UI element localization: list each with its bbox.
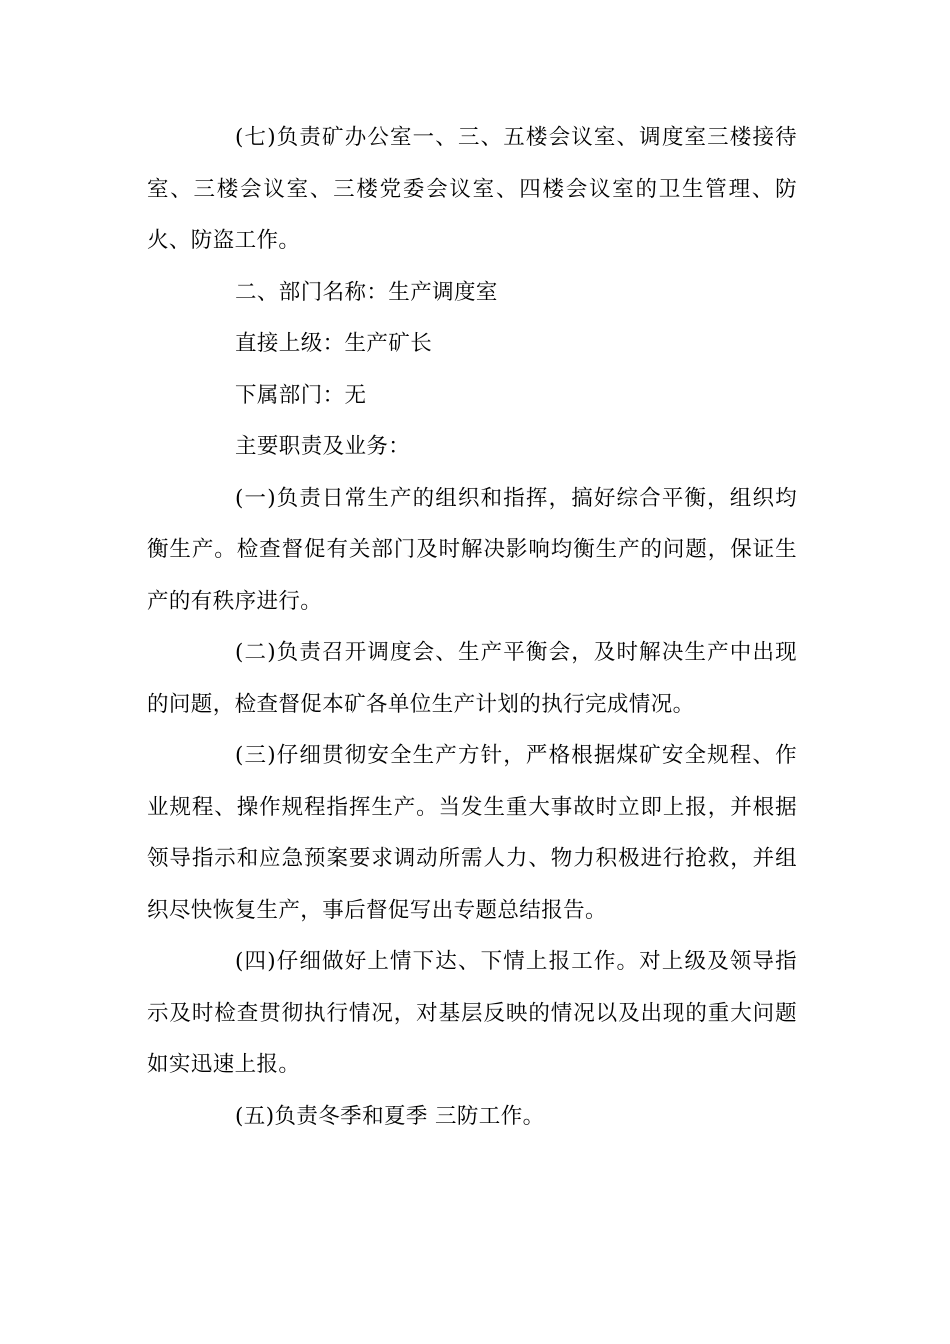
document-body	[147, 112, 797, 1142]
main-duties-heading: 主要职责及业务：	[235, 434, 411, 459]
paragraph-item-4-duties: (四)仔细做好上情下达、下情上报工作。对上级及领导指示及时检查贯彻执行情况，对基层反映的情况以及出现的重大问题如实迅速上报。	[147, 949, 797, 1077]
subordinate-departments-line: 下属部门：无	[235, 382, 367, 408]
direct-superior-line: 直接上级：生产矿长	[235, 331, 433, 356]
paragraph-item-7-duties: (七)负责矿办公室一、三、五楼会议室、调度室三楼接待室、三楼会议室、三楼党委会议室、四楼会议室的卫生管理、防火、防盗工作。	[147, 125, 797, 253]
paragraph-item-2-duties: (二)负责召开调度会、生产平衡会，及时解决生产中出现的问题，检查督促本矿各单位生产计划的执行完成情况。	[147, 640, 797, 717]
paragraph-item-1-duties: (一)负责日常生产的组织和指挥，搞好综合平衡，组织均衡生产。检查督促有关部门及时解决影响均衡生产的问题，保证生产的有秩序进行。	[147, 485, 797, 614]
paragraph-item-5-duties: (五)负责冬季和夏季 三防工作。	[235, 1103, 545, 1129]
paragraph-item-3-duties: (三)仔细贯彻安全生产方针，严格根据煤矿安全规程、作业规程、操作规程指挥生产。当发生重大事故时立即上报，并根据领导指示和应急预案要求调动所需人力、物力积极进行抢救，并组织尽快恢复生产，事后督促写出专题总结报告。	[147, 743, 797, 923]
department-name-heading: 二、部门名称：生产调度室	[235, 279, 498, 305]
